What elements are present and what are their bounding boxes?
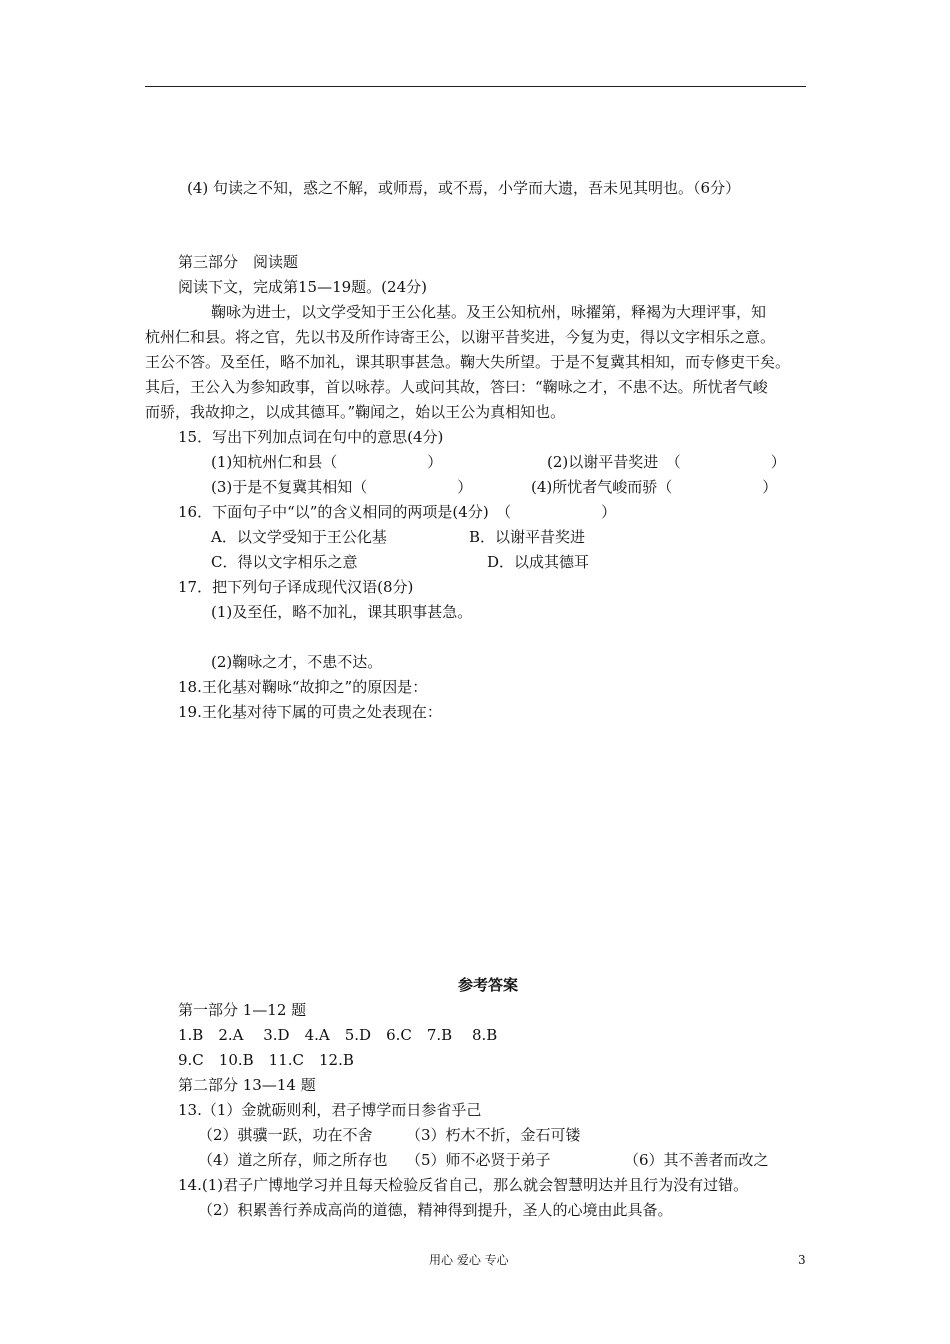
- footer-slogan: 用心 爱心 专心: [429, 1253, 509, 1267]
- q16-option-a: A．以文学受知于王公化基: [211, 528, 387, 546]
- answers-title: 参考答案: [458, 976, 519, 994]
- header-rule: [145, 86, 806, 87]
- answer-13-3: （3）朽木不折，金石可镂: [406, 1126, 581, 1144]
- q18: 18.王化基对鞠咏“故抑之”的原因是：: [178, 678, 428, 696]
- passage-line-4: 其后，王公入为参知政事，首以咏荐。人或问其故，答曰：“鞠咏之才，不患不达。所忧者气峻: [145, 378, 768, 396]
- answer-13-5: （5）师不必贤于弟子: [406, 1151, 551, 1169]
- q15-item-4: (4)所忧者气峻而骄（ ）: [531, 478, 778, 496]
- answer-13-4: （4）道之所存，师之所存也: [198, 1151, 388, 1169]
- passage-line-5: 而骄，我故抑之，以成其德耳。”鞠闻之，始以王公为真相知也。: [145, 403, 566, 421]
- q16-stem: 16．下面句子中“以”的含义相同的两项是(4分) （ ）: [178, 503, 617, 521]
- answer-14-1: 14.(1)君子广博地学习并且每天检验反省自己，那么就会智慧明达并且行为没有过错。: [178, 1176, 749, 1194]
- q14-item-4: (4) 句读之不知，惑之不解，或师焉，或不焉，小学而大遗，吾未见其明也。（6分）: [187, 179, 741, 197]
- q17-sentence-2: (2)鞠咏之才，不患不达。: [211, 653, 383, 671]
- q17-sentence-1: (1)及至任，略不加礼，课其职事甚急。: [211, 603, 473, 621]
- q15-stem: 15．写出下列加点词在句中的意思(4分): [178, 428, 444, 446]
- answer-13-2: （2）骐骥一跃，功在不舍: [198, 1126, 373, 1144]
- answers-part2-heading: 第二部分 13—14 题: [178, 1076, 316, 1094]
- part3-heading: 第三部分 阅读题: [178, 253, 299, 271]
- answers-row-2: 9.C 10.B 11.C 12.B: [178, 1051, 354, 1069]
- passage-line-2: 杭州仁和县。将之官，先以书及所作诗寄王公，以谢平昔奖进，今复为吏，得以文字相乐之意。: [145, 328, 776, 346]
- q15-item-3: (3)于是不复冀其相知（ ）: [211, 478, 473, 496]
- passage-line-3: 王公不答。及至任，略不加礼，课其职事甚急。鞠大失所望。于是不复冀其相知，而专修吏干矣。: [145, 353, 791, 371]
- q15-item-1: (1)知杭州仁和县（ ）: [211, 453, 443, 471]
- part3-instruction: 阅读下文，完成第15—19题。(24分): [178, 278, 427, 296]
- q17-stem: 17．把下列句子译成现代汉语(8分): [178, 578, 414, 596]
- answer-14-2: （2）积累善行养成高尚的道德，精神得到提升，圣人的心境由此具备。: [198, 1201, 673, 1219]
- page-number: 3: [798, 1253, 806, 1267]
- answer-13-1: 13.（1）金就砺则利，君子博学而日参省乎己: [178, 1101, 482, 1119]
- q16-option-c: C．得以文字相乐之意: [211, 553, 358, 571]
- passage-line-1: 鞠咏为进士，以文学受知于王公化基。及王公知杭州，咏擢第，释褐为大理评事，知: [211, 303, 767, 321]
- answers-row-1: 1.B 2.A 3.D 4.A 5.D 6.C 7.B 8.B: [178, 1026, 498, 1044]
- q16-option-b: B．以谢平昔奖进: [469, 528, 586, 546]
- q16-option-d: D．以成其德耳: [487, 553, 590, 571]
- q19: 19.王化基对待下属的可贵之处表现在：: [178, 703, 442, 721]
- answers-part1-heading: 第一部分 1—12 题: [178, 1001, 307, 1019]
- q15-item-2: (2)以谢平昔奖进 （ ）: [547, 453, 786, 471]
- answer-13-6: （6）其不善者而改之: [624, 1151, 769, 1169]
